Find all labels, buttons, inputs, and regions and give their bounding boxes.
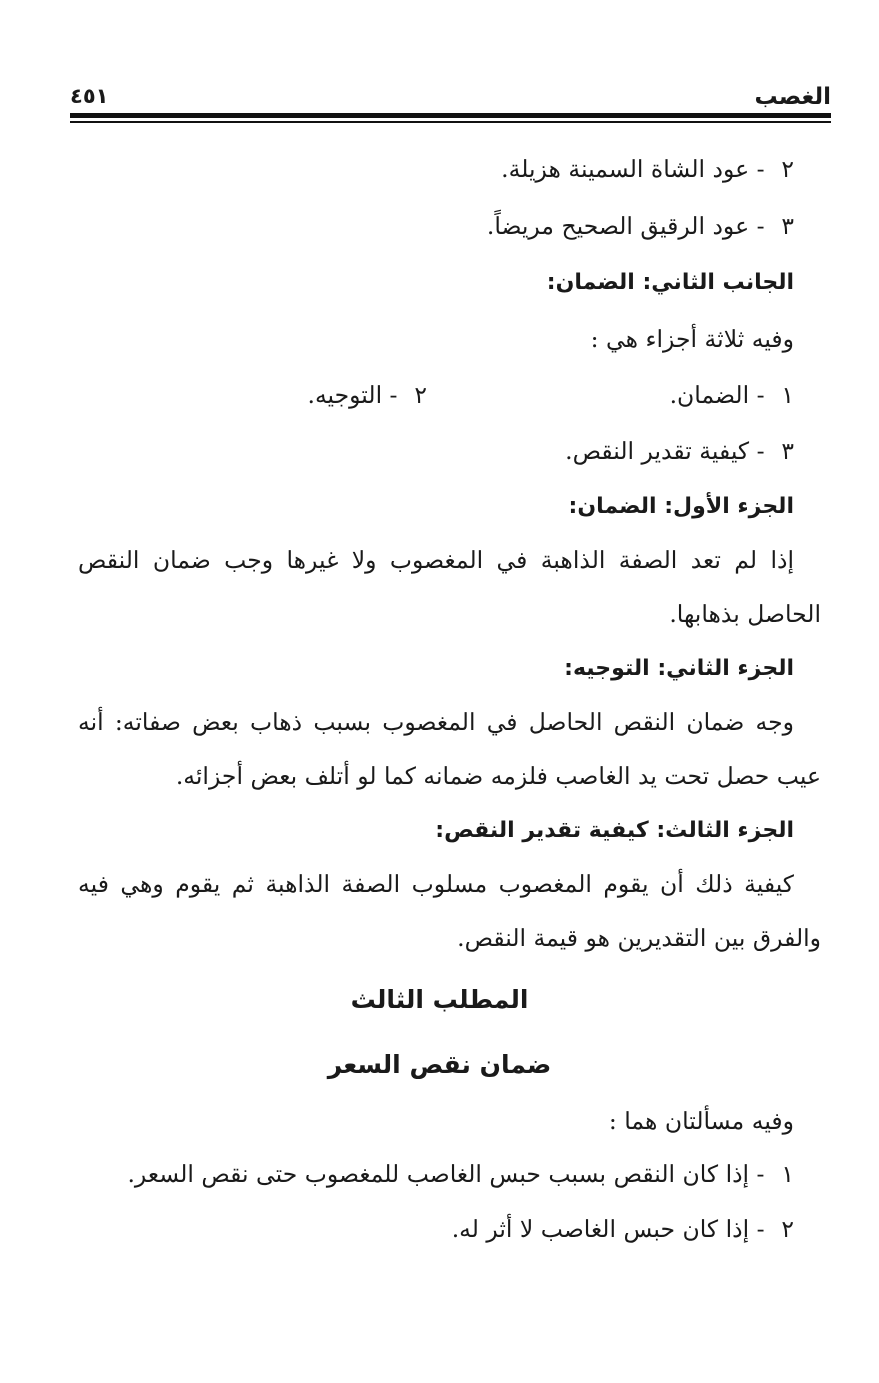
- paragraph-line: وفيه ثلاثة أجزاء هي :: [590, 325, 794, 353]
- list-item: [565, 437, 794, 465]
- section-heading: الجزء الثالث: كيفية تقدير النقص:: [435, 818, 794, 843]
- list-number: ١: [781, 1160, 794, 1188]
- list-text: - التوجيه.: [307, 381, 398, 409]
- list-number: ١: [781, 381, 794, 409]
- list-text: - إذا كان النقص بسبب حبس الغاصب للمغصوب حتى نقص السعر.: [127, 1160, 765, 1188]
- paragraph-line: وجه ضمان النقص الحاصل في المغصوب بسبب ذهاب بعض صفاته: أنه: [78, 708, 794, 736]
- list-text: - عود الرقيق الصحيح مريضاً.: [486, 212, 765, 240]
- list-number: ٢: [414, 381, 427, 409]
- list-item: [669, 381, 794, 409]
- header-rule-thin: [70, 121, 831, 123]
- paragraph-line: كيفية ذلك أن يقوم المغصوب مسلوب الصفة الذاهبة ثم يقوم وهي فيه: [78, 870, 795, 898]
- section-heading: الجزء الثاني: التوجيه:: [564, 656, 794, 681]
- page-number: ٤٥١: [70, 84, 109, 108]
- list-number: ٣: [781, 437, 794, 465]
- section-title: المطلب الثالث: [350, 985, 529, 1014]
- list-item: [307, 381, 427, 409]
- list-text: - الضمان.: [669, 381, 765, 409]
- header-rule-thick: [70, 113, 831, 118]
- section-heading: الجانب الثاني: الضمان:: [546, 270, 794, 295]
- section-subtitle: ضمان نقص السعر: [327, 1050, 552, 1079]
- paragraph-line: والفرق بين التقديرين هو قيمة النقص.: [457, 924, 821, 952]
- list-text: - عود الشاة السمينة هزيلة.: [501, 155, 765, 183]
- running-header: [70, 80, 831, 114]
- list-number: ٣: [781, 212, 794, 240]
- chapter-title: الغصب: [754, 84, 831, 110]
- section-heading: الجزء الأول: الضمان:: [568, 494, 794, 519]
- paragraph-line: عيب حصل تحت يد الغاصب فلزمه ضمانه كما لو أتلف بعض أجزائه.: [175, 762, 821, 790]
- paragraph-line: الحاصل بذهابها.: [669, 600, 821, 628]
- paragraph-line: إذا لم تعد الصفة الذاهبة في المغصوب ولا غيرها وجب ضمان النقص: [78, 546, 794, 574]
- list-number: ٢: [781, 1215, 794, 1243]
- list-item: [127, 1160, 794, 1188]
- paragraph-line: وفيه مسألتان هما :: [608, 1107, 794, 1135]
- list-item: [451, 1215, 794, 1243]
- list-item: [486, 212, 794, 240]
- list-text: - كيفية تقدير النقص.: [565, 437, 765, 465]
- list-number: ٢: [781, 155, 794, 183]
- list-text: - إذا كان حبس الغاصب لا أثر له.: [451, 1215, 765, 1243]
- list-item: [501, 155, 794, 183]
